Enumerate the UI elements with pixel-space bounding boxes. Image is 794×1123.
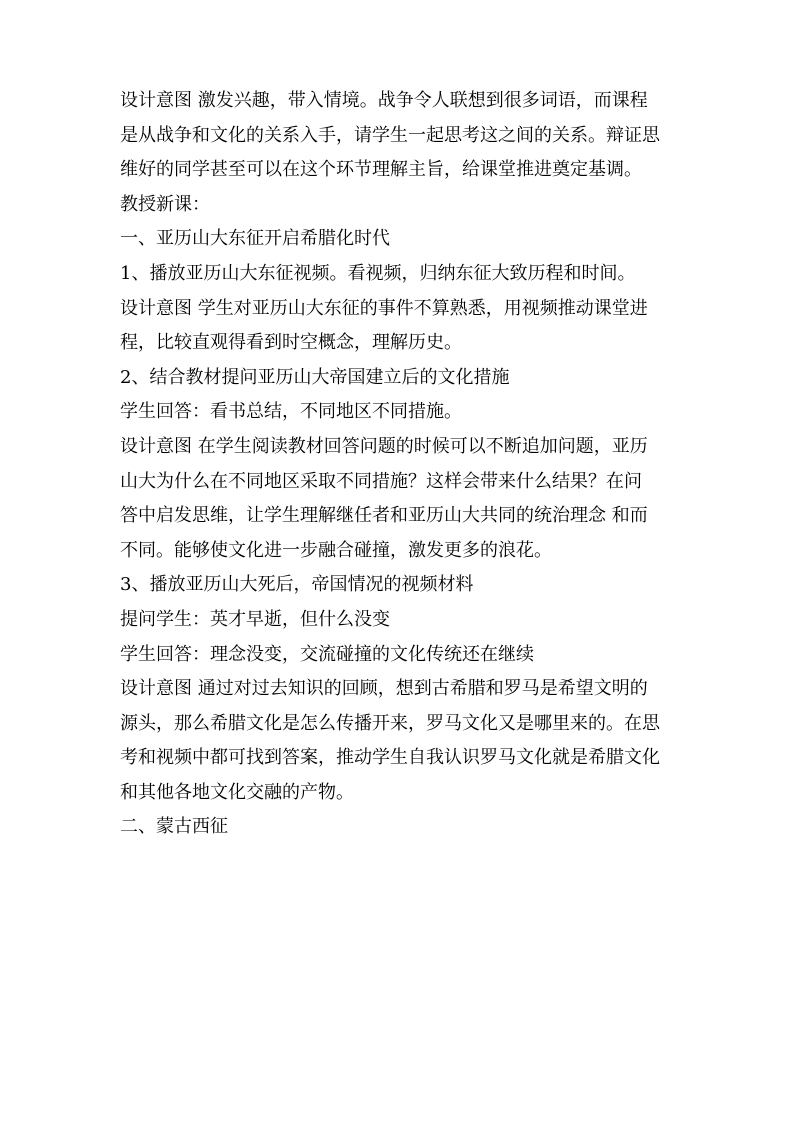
- text-line: 设计意图 在学生阅读教材回答问题的时候可以不断追加问题，亚历: [120, 435, 648, 457]
- text-line: 学生回答：看书总结，不同地区不同措施。: [120, 401, 462, 423]
- text-line: 3、播放亚历山大死后，帝国情况的视频材料: [120, 574, 474, 596]
- text-line: 山大为什么在不同地区采取不同措施？这样会带来什么结果？在问: [120, 470, 642, 492]
- text-line: 和其他各地文化交融的产物。: [120, 781, 354, 803]
- text-line: 程，比较直观得看到时空概念，理解历史。: [120, 332, 462, 354]
- text-line: 设计意图 通过对过去知识的回顾，想到古希腊和罗马是希望文明的: [120, 678, 648, 700]
- section-heading: 一、亚历山大东征开启希腊化时代: [120, 228, 390, 250]
- text-line: 不同。能够使文化进一步融合碰撞，激发更多的浪花。: [120, 539, 552, 561]
- text-line: 设计意图 激发兴趣，带入情境。战争令人联想到很多词语，而课程: [120, 90, 648, 111]
- section-heading: 教授新课：: [120, 193, 210, 215]
- text-line: 学生回答：理念没变，交流碰撞的文化传统还在继续: [120, 643, 534, 665]
- text-line: 提问学生：英才早逝，但什么没变: [120, 608, 390, 630]
- document-body: [120, 84, 680, 845]
- text-line: 答中启发思维，让学生理解继任者和亚历山大共同的统治理念 和而: [120, 505, 648, 527]
- text-line: 是从战争和文化的关系入手，请学生一起思考这之间的关系。辩证思: [120, 124, 660, 146]
- text-line: 1、播放亚历山大东征视频。看视频，归纳东征大致历程和时间。: [120, 262, 636, 284]
- text-line: 2、结合教材提问亚历山大帝国建立后的文化措施: [120, 366, 510, 388]
- text-line: 维好的同学甚至可以在这个环节理解主旨，给课堂推进奠定基调。: [120, 159, 642, 181]
- section-heading: 二、蒙古西征: [120, 816, 228, 838]
- text-line: 考和视频中都可找到答案，推动学生自我认识罗马文化就是希腊文化: [120, 747, 660, 769]
- text-line: 源头，那么希腊文化是怎么传播开来，罗马文化又是哪里来的。在思: [120, 712, 660, 734]
- text-line: 设计意图 学生对亚历山大东征的事件不算熟悉，用视频推动课堂进: [120, 297, 648, 319]
